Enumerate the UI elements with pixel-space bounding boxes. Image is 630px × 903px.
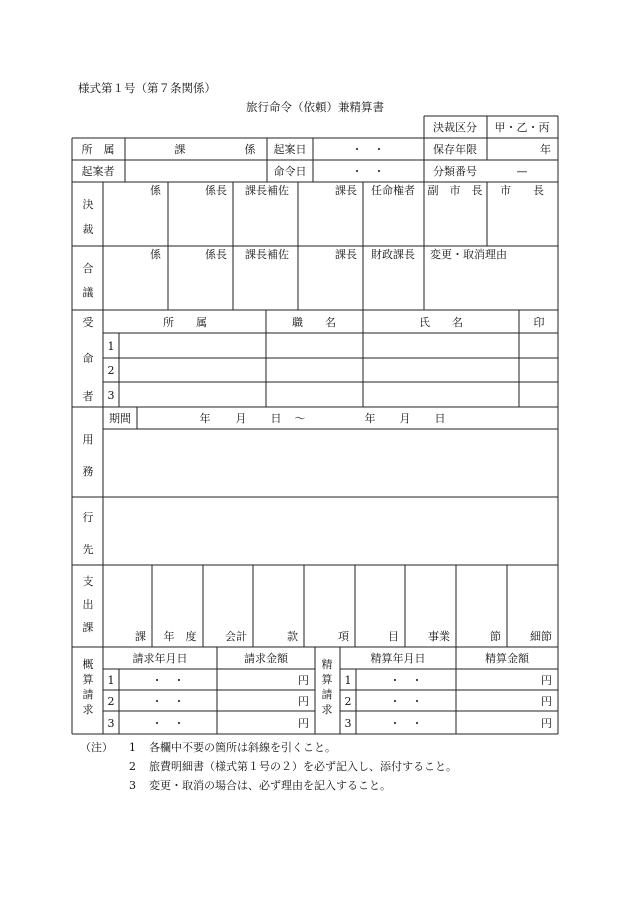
approval-class-label: 決裁区分 [433,121,477,134]
recipients-header-seal: 印 [533,316,545,329]
settlement-label: 精 [321,658,333,671]
approval-col-mayor: 市 長 [500,184,544,197]
payment-label: 課 [82,621,94,634]
payment-col-setsu: 節 [490,630,501,643]
settlement-row-number: 1 [344,674,352,687]
note-text: 各欄中不要の箇所は斜線を引くこと。 [149,741,336,754]
estimate-row-number: 2 [107,695,115,708]
approval-col-kacho: 課長 [335,184,357,197]
period-tilde: 〜 [294,412,306,425]
period-label: 期間 [109,412,131,425]
recipient-row-number: 2 [107,364,115,377]
payment-col-moku: 目 [388,630,399,643]
settlement-label: 求 [321,703,333,716]
estimate-date: ・ ・ [151,717,185,730]
approval-label: 決 [82,198,94,211]
approval-label: 裁 [82,223,94,236]
form-number: 様式第１号（第７条関係） [78,81,216,95]
consult-col-change-reason: 変更・取消理由 [430,248,507,261]
ka-label: 課 [174,143,186,156]
approval-class-value: 甲・乙・丙 [494,121,550,134]
recipients-header-name: 氏 名 [419,316,463,329]
note-number: 3 [129,779,136,792]
order-date-label: 命令日 [273,165,307,178]
payment-col-saisetsu: 細節 [530,630,552,643]
payment-col-account: 会計 [225,630,247,643]
note-text: 変更・取消の場合は、必ず理由を記入すること。 [149,779,391,792]
kakari-label: 係 [244,143,256,156]
business-label: 務 [82,465,94,478]
estimate-label: 求 [82,703,94,716]
retention-label: 保存年限 [433,143,477,156]
consultation-label: 合 [82,262,94,275]
settlement-date: ・ ・ [389,717,423,730]
consult-col-kacho: 課長 [335,248,357,261]
approval-col-kakari: 係 [150,184,161,197]
consult-col-kakari: 係 [150,248,161,261]
consult-col-finance-chief: 財政課長 [371,248,415,261]
estimate-row-number: 1 [107,674,115,687]
settlement-label: 算 [321,673,333,686]
approval-col-appointer: 任命権者 [371,184,415,197]
settlement-label: 請 [321,688,333,701]
settlement-date: ・ ・ [389,674,423,687]
payment-label: 支 [82,575,94,588]
drafter-label: 起案者 [81,165,115,178]
draft-date-label: 起案日 [273,143,307,156]
estimate-date: ・ ・ [151,674,185,687]
dept-label: 所 属 [81,143,115,156]
estimate-amount-header: 請求金額 [244,652,288,665]
estimate-label: 概 [82,658,94,671]
period-start-month: 月 [235,412,247,425]
form-title: 旅行命令（依頼）兼精算書 [246,100,384,114]
consultation-label: 議 [82,286,94,299]
destination-label: 先 [82,543,94,556]
estimate-yen: 円 [298,695,309,708]
order-date-value: ・ ・ [351,165,385,178]
period-start-year: 年 [199,412,211,425]
settlement-yen: 円 [541,717,552,730]
estimate-label: 請 [82,688,94,701]
approval-col-deputy-mayor: 副 市 長 [427,184,483,197]
period-start-day: 日 [270,412,282,425]
estimate-date-header: 請求年月日 [132,652,188,665]
recipients-label: 受 [82,316,94,329]
estimate-row-number: 3 [107,717,115,730]
recipients-label: 者 [82,390,94,403]
recipients-header-title: 職 名 [292,316,336,329]
settlement-yen: 円 [541,674,552,687]
period-end-month: 月 [399,412,411,425]
classification-label: 分類番号 [433,165,477,178]
recipient-row-number: 3 [107,389,115,402]
payment-col-kou: 項 [338,630,349,643]
settlement-yen: 円 [541,695,552,708]
note-number: 2 [129,760,136,773]
recipients-label: 命 [82,352,94,365]
estimate-yen: 円 [298,717,309,730]
settlement-date: ・ ・ [389,695,423,708]
payment-col-project: 事業 [428,630,450,643]
estimate-label: 算 [82,673,94,686]
payment-col-fiscal-year: 年 度 [163,630,197,643]
approval-col-kakaricho: 係長 [205,184,227,197]
classification-value: — [516,165,528,178]
consult-col-kakaricho: 係長 [205,248,227,261]
settlement-amount-header: 精算金額 [485,652,529,665]
destination-label: 行 [82,511,94,524]
period-end-year: 年 [364,412,376,425]
payment-col-kan: 款 [287,630,298,643]
estimate-yen: 円 [298,674,309,687]
settlement-row-number: 3 [344,717,352,730]
period-end-day: 日 [434,412,446,425]
approval-col-kacho-hosa: 課長補佐 [245,184,289,197]
retention-unit: 年 [540,143,551,156]
note-number: 1 [129,741,136,754]
draft-date-value: ・ ・ [351,143,385,156]
payment-label: 出 [82,598,94,611]
estimate-date: ・ ・ [151,695,185,708]
notes-label: （注） [80,741,113,754]
payment-col-ka: 課 [135,630,146,643]
recipients-header-dept: 所 属 [163,316,207,329]
business-label: 用 [82,433,94,446]
consult-col-kacho-hosa: 課長補佐 [245,248,289,261]
note-text: 旅費明細書（様式第１号の２）を必ず記入し、添付すること。 [149,760,457,773]
settlement-date-header: 精算年月日 [370,652,426,665]
recipient-row-number: 1 [107,340,115,353]
settlement-row-number: 2 [344,695,352,708]
